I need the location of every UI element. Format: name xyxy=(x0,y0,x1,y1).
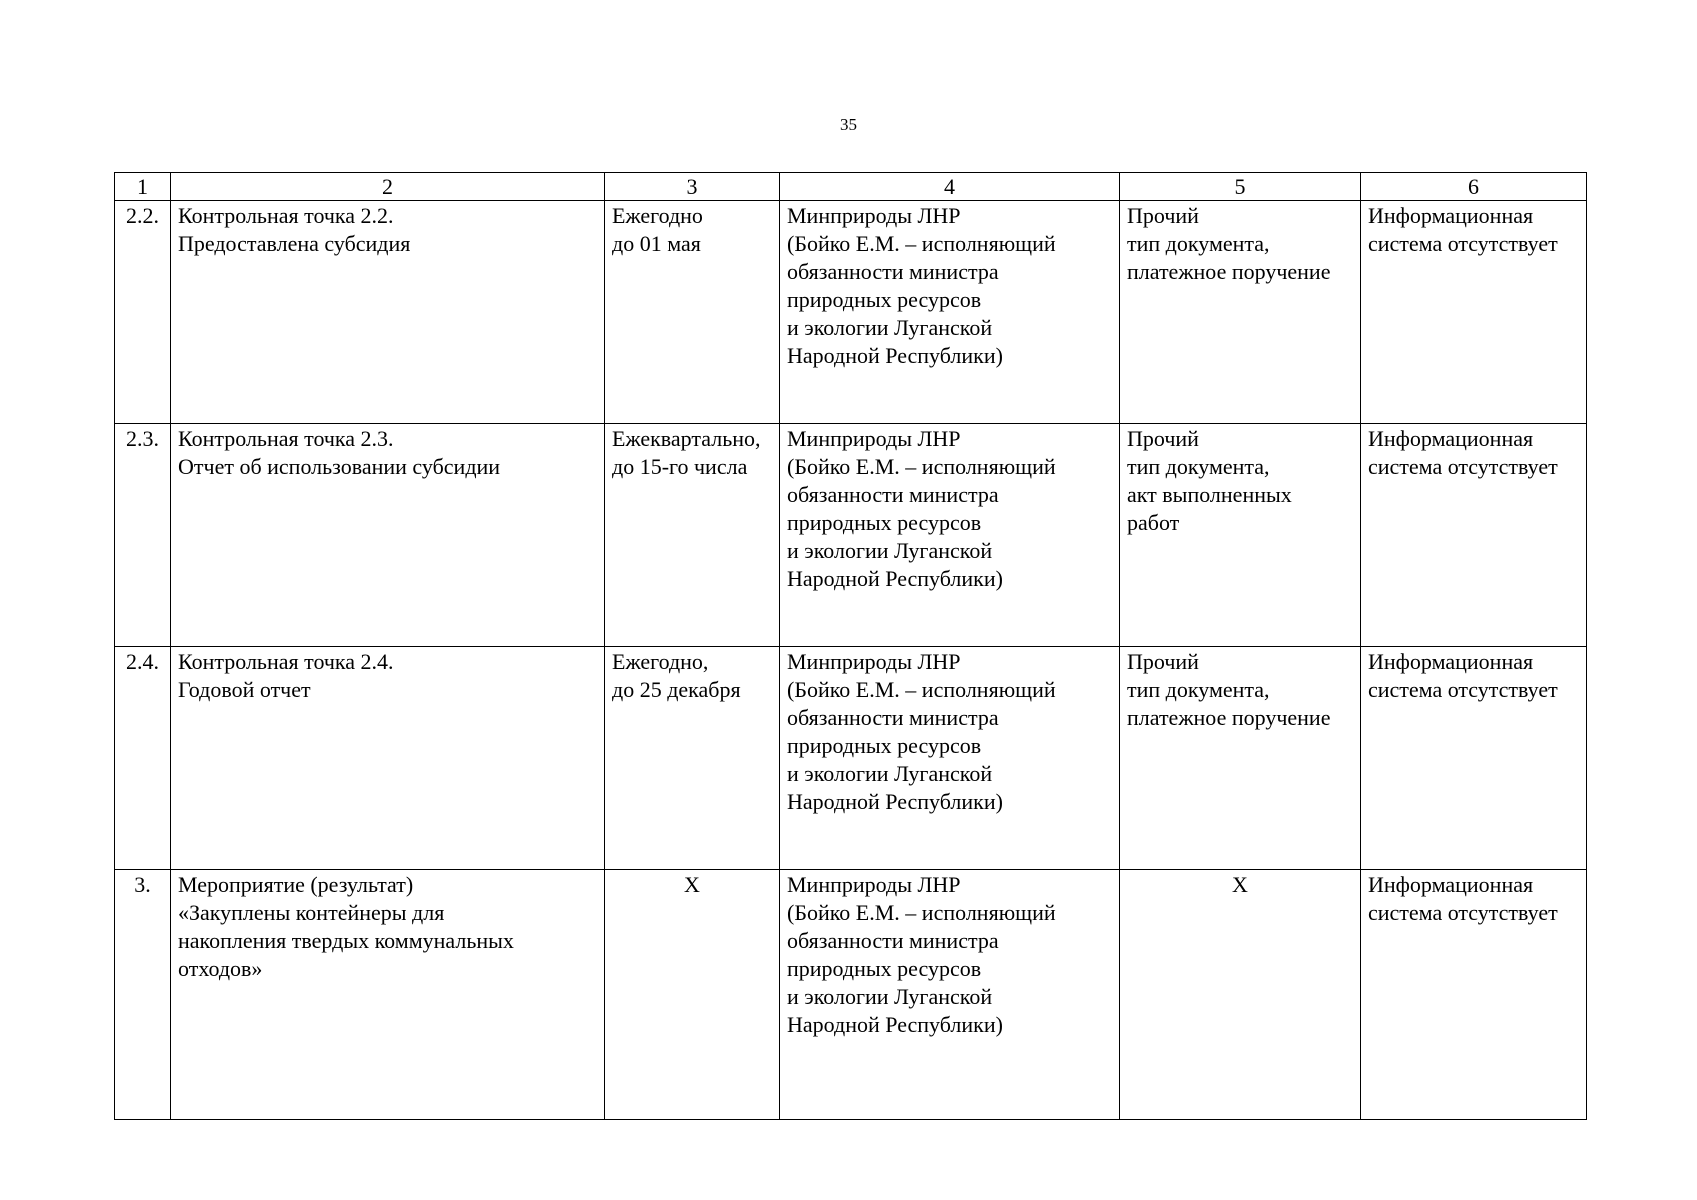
info-system-line: Информационная xyxy=(1368,203,1534,228)
document-type-cell xyxy=(1120,647,1361,870)
deadline-line: Ежегодно xyxy=(612,203,703,228)
row-number: 3. xyxy=(115,870,171,1120)
deadline-line: до 25 декабря xyxy=(612,677,741,702)
info-system-cell xyxy=(1361,424,1587,647)
item-name-cell xyxy=(171,870,605,1120)
info-system-cell xyxy=(1361,647,1587,870)
document-type-line: Прочий xyxy=(1127,426,1199,451)
document-type-line: платежное поручение xyxy=(1127,259,1331,284)
item-name-line: отходов» xyxy=(178,956,263,981)
responsible-line: (Бойко Е.М. – исполняющий xyxy=(787,231,1056,256)
document-type-line: Прочий xyxy=(1127,203,1199,228)
document-type-line: тип документа, xyxy=(1127,231,1270,256)
column-header-5: 5 xyxy=(1120,173,1361,201)
responsible-line: обязанности министра xyxy=(787,705,999,730)
responsible-line: природных ресурсов xyxy=(787,287,982,312)
item-name-line: Контрольная точка 2.2. xyxy=(178,203,394,228)
info-system-line: Информационная xyxy=(1368,649,1534,674)
info-system-cell xyxy=(1361,201,1587,424)
item-name-line: Годовой отчет xyxy=(178,677,311,702)
document-type-line: работ xyxy=(1127,510,1180,535)
responsible-line: (Бойко Е.М. – исполняющий xyxy=(787,677,1056,702)
responsible-line: природных ресурсов xyxy=(787,956,982,981)
responsible-line: и экологии Луганской xyxy=(787,761,993,786)
responsible-cell xyxy=(780,870,1120,1120)
item-name-line: «Закуплены контейнеры для xyxy=(178,900,445,925)
column-header-2: 2 xyxy=(171,173,605,201)
responsible-line: обязанности министра xyxy=(787,482,999,507)
info-system-line: система отсутствует xyxy=(1368,231,1558,256)
responsible-cell xyxy=(780,424,1120,647)
document-type-line: Прочий xyxy=(1127,649,1199,674)
responsible-line: и экологии Луганской xyxy=(787,984,993,1009)
column-number-row xyxy=(115,173,1587,201)
responsible-line: Народной Республики) xyxy=(787,1012,1003,1037)
deadline-line: Х xyxy=(684,872,700,897)
deadline-cell xyxy=(605,870,780,1120)
deadline-line: до 15-го числа xyxy=(612,454,748,479)
responsible-line: Минприроды ЛНР xyxy=(787,872,961,897)
page-number: 35 xyxy=(840,115,857,134)
item-name-cell xyxy=(171,424,605,647)
responsible-line: Народной Республики) xyxy=(787,789,1003,814)
document-type-line: платежное поручение xyxy=(1127,705,1331,730)
document-type-line: тип документа, xyxy=(1127,677,1270,702)
document-type-line: акт выполненных xyxy=(1127,482,1292,507)
responsible-line: Минприроды ЛНР xyxy=(787,203,961,228)
document-type-cell xyxy=(1120,424,1361,647)
document-type-line: Х xyxy=(1232,872,1248,897)
control-points-table xyxy=(114,172,1587,1120)
item-name-line: Контрольная точка 2.3. xyxy=(178,426,394,451)
info-system-line: система отсутствует xyxy=(1368,677,1558,702)
column-header-1: 1 xyxy=(115,173,171,201)
responsible-line: Народной Республики) xyxy=(787,343,1003,368)
document-type-cell xyxy=(1120,201,1361,424)
item-name-cell xyxy=(171,647,605,870)
document-type-line: тип документа, xyxy=(1127,454,1270,479)
info-system-line: Информационная xyxy=(1368,426,1534,451)
item-name-line: Контрольная точка 2.4. xyxy=(178,649,394,674)
responsible-line: и экологии Луганской xyxy=(787,315,993,340)
responsible-line: Народной Республики) xyxy=(787,566,1003,591)
responsible-line: природных ресурсов xyxy=(787,733,982,758)
responsible-cell xyxy=(780,201,1120,424)
column-header-6: 6 xyxy=(1361,173,1587,201)
row-number: 2.3. xyxy=(115,424,171,647)
deadline-cell xyxy=(605,201,780,424)
deadline-cell xyxy=(605,424,780,647)
table-row xyxy=(115,424,1587,647)
responsible-line: Минприроды ЛНР xyxy=(787,649,961,674)
item-name-line: Мероприятие (результат) xyxy=(178,872,414,897)
responsible-line: (Бойко Е.М. – исполняющий xyxy=(787,454,1056,479)
deadline-cell xyxy=(605,647,780,870)
item-name-cell xyxy=(171,201,605,424)
document-type-cell xyxy=(1120,870,1361,1120)
table-row xyxy=(115,201,1587,424)
row-number: 2.2. xyxy=(115,201,171,424)
item-name-line: накопления твердых коммунальных xyxy=(178,928,514,953)
info-system-line: система отсутствует xyxy=(1368,454,1558,479)
table-row xyxy=(115,647,1587,870)
column-header-3: 3 xyxy=(605,173,780,201)
row-number: 2.4. xyxy=(115,647,171,870)
info-system-line: система отсутствует xyxy=(1368,900,1558,925)
deadline-line: Ежегодно, xyxy=(612,649,709,674)
responsible-line: (Бойко Е.М. – исполняющий xyxy=(787,900,1056,925)
responsible-line: Минприроды ЛНР xyxy=(787,426,961,451)
responsible-cell xyxy=(780,647,1120,870)
info-system-line: Информационная xyxy=(1368,872,1534,897)
table-row xyxy=(115,870,1587,1120)
responsible-line: обязанности министра xyxy=(787,259,999,284)
item-name-line: Отчет об использовании субсидии xyxy=(178,454,501,479)
column-header-4: 4 xyxy=(780,173,1120,201)
responsible-line: и экологии Луганской xyxy=(787,538,993,563)
info-system-cell xyxy=(1361,870,1587,1120)
item-name-line: Предоставлена субсидия xyxy=(178,231,411,256)
deadline-line: Ежеквартально, xyxy=(612,426,761,451)
responsible-line: обязанности министра xyxy=(787,928,999,953)
deadline-line: до 01 мая xyxy=(612,231,701,256)
responsible-line: природных ресурсов xyxy=(787,510,982,535)
